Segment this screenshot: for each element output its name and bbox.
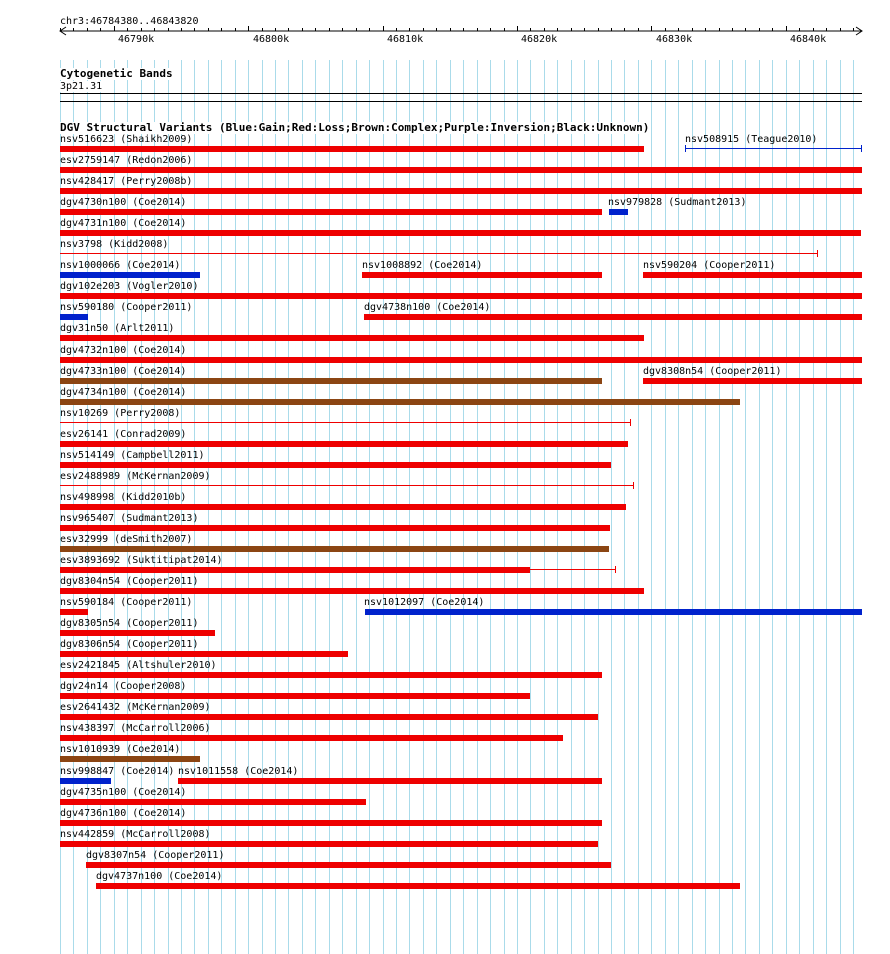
variant-label[interactable]: dgv4735n100 (Coe2014)	[60, 787, 187, 798]
variant-label[interactable]: nsv590204 (Cooper2011)	[643, 260, 776, 271]
variant-bar[interactable]	[60, 714, 598, 720]
variant-label[interactable]: nsv514149 (Campbell2011)	[60, 450, 205, 461]
variant-bar[interactable]	[60, 188, 862, 194]
variant-bar[interactable]	[60, 546, 609, 552]
variant-label[interactable]: dgv8305n54 (Cooper2011)	[60, 618, 199, 629]
variant-label[interactable]: dgv4736n100 (Coe2014)	[60, 808, 187, 819]
variant-label[interactable]: dgv8307n54 (Cooper2011)	[86, 850, 225, 861]
variant-bar-endcap	[861, 145, 862, 152]
variant-bar[interactable]	[60, 567, 530, 573]
variant-label[interactable]: nsv1011558 (Coe2014)	[178, 766, 299, 777]
tick-label: 46800k	[253, 34, 290, 45]
cytoband-track-title[interactable]: Cytogenetic Bands	[60, 67, 173, 80]
variant-bar[interactable]	[60, 588, 644, 594]
variant-bar[interactable]	[60, 272, 200, 278]
tick-label: 46830k	[656, 34, 693, 45]
position-label: chr3:46784380..46843820	[60, 16, 199, 27]
cytoband-line-bottom	[60, 101, 862, 102]
variant-label[interactable]: nsv1008892 (Coe2014)	[362, 260, 483, 271]
variant-label[interactable]: dgv4731n100 (Coe2014)	[60, 218, 187, 229]
variant-bar[interactable]	[60, 651, 348, 657]
variant-bar[interactable]	[60, 799, 366, 805]
variant-bar[interactable]	[60, 672, 602, 678]
variant-bar[interactable]	[685, 148, 862, 149]
variant-label[interactable]: nsv428417 (Perry2008b)	[60, 176, 193, 187]
variant-bar[interactable]	[60, 462, 611, 468]
tick-label: 46840k	[790, 34, 827, 45]
variant-label[interactable]: esv26141 (Conrad2009)	[60, 429, 187, 440]
variant-bar[interactable]	[609, 209, 628, 215]
variant-label[interactable]: nsv1012097 (Coe2014)	[364, 597, 485, 608]
variant-bar[interactable]	[60, 525, 610, 531]
tick-label: 46790k	[118, 34, 155, 45]
variant-bar[interactable]	[60, 841, 598, 847]
variant-label[interactable]: dgv4734n100 (Coe2014)	[60, 387, 187, 398]
variant-label[interactable]: dgv24n14 (Cooper2008)	[60, 681, 187, 692]
tick-label: 46820k	[521, 34, 558, 45]
variant-label[interactable]: dgv4737n100 (Coe2014)	[96, 871, 223, 882]
variant-label[interactable]: nsv438397 (McCarroll2006)	[60, 723, 211, 734]
variant-label[interactable]: nsv10269 (Perry2008)	[60, 408, 181, 419]
variant-label[interactable]: nsv1010939 (Coe2014)	[60, 744, 181, 755]
variant-label[interactable]: nsv965407 (Sudmant2013)	[60, 513, 199, 524]
variant-label[interactable]: dgv8304n54 (Cooper2011)	[60, 576, 199, 587]
variant-label[interactable]: esv2421845 (Altshuler2010)	[60, 660, 217, 671]
variant-bar[interactable]	[643, 272, 862, 278]
variant-label[interactable]: esv2759147 (Redon2006)	[60, 155, 193, 166]
variant-bar[interactable]	[365, 609, 862, 615]
variant-label[interactable]: dgv8306n54 (Cooper2011)	[60, 639, 199, 650]
variant-bar[interactable]	[60, 735, 563, 741]
variant-bar[interactable]	[60, 314, 88, 320]
variant-label[interactable]: dgv4738n100 (Coe2014)	[364, 302, 491, 313]
variant-bar[interactable]	[60, 146, 644, 152]
variant-label[interactable]: dgv102e203 (Vogler2010)	[60, 281, 199, 292]
variant-bar[interactable]	[60, 335, 644, 341]
variant-label[interactable]: esv3893692 (Suktitipat2014)	[60, 555, 223, 566]
variant-label[interactable]: dgv4732n100 (Coe2014)	[60, 345, 187, 356]
variant-label[interactable]: nsv442859 (McCarroll2008)	[60, 829, 211, 840]
variant-label[interactable]: nsv590184 (Cooper2011)	[60, 597, 193, 608]
variant-bar[interactable]	[60, 693, 530, 699]
variant-bar[interactable]	[96, 883, 740, 889]
variant-label[interactable]: nsv1000066 (Coe2014)	[60, 260, 181, 271]
variant-bar[interactable]	[60, 399, 740, 405]
variant-bar[interactable]	[60, 609, 88, 615]
variant-bar[interactable]	[60, 253, 818, 254]
variant-bar[interactable]	[60, 485, 634, 486]
variant-bar-endcap	[817, 250, 818, 257]
variant-bar[interactable]	[60, 378, 602, 384]
variant-label[interactable]: esv2488989 (McKernan2009)	[60, 471, 211, 482]
variant-bar[interactable]	[60, 422, 631, 423]
variant-bar[interactable]	[60, 209, 602, 215]
variant-bar[interactable]	[60, 630, 215, 636]
variant-bar[interactable]	[60, 756, 200, 762]
variant-bar-thin[interactable]	[530, 569, 616, 570]
variant-label[interactable]: nsv508915 (Teague2010)	[685, 134, 818, 145]
variant-bar[interactable]	[364, 314, 862, 320]
variant-label[interactable]: nsv590180 (Cooper2011)	[60, 302, 193, 313]
variant-bar[interactable]	[60, 357, 862, 363]
variant-label[interactable]: dgv8308n54 (Cooper2011)	[643, 366, 782, 377]
variant-bar-endcap	[685, 145, 686, 152]
variant-label[interactable]: dgv4733n100 (Coe2014)	[60, 366, 187, 377]
variant-bar-endcap	[630, 419, 631, 426]
variant-label[interactable]: dgv4730n100 (Coe2014)	[60, 197, 187, 208]
variant-label[interactable]: esv32999 (deSmith2007)	[60, 534, 193, 545]
variant-bar[interactable]	[60, 504, 626, 510]
variant-label[interactable]: nsv998847 (Coe2014)	[60, 766, 175, 777]
variant-label[interactable]: dgv31n50 (Arlt2011)	[60, 323, 175, 334]
variant-bar[interactable]	[60, 230, 861, 236]
variant-label[interactable]: nsv979828 (Sudmant2013)	[608, 197, 747, 208]
variant-bar[interactable]	[60, 441, 628, 447]
variant-bar[interactable]	[86, 862, 611, 868]
variant-bar[interactable]	[60, 820, 602, 826]
tick-label: 46810k	[387, 34, 424, 45]
variant-bar[interactable]	[60, 293, 862, 299]
variant-label[interactable]: nsv516623 (Shaikh2009)	[60, 134, 193, 145]
variant-bar[interactable]	[643, 378, 862, 384]
variant-label[interactable]: esv2641432 (McKernan2009)	[60, 702, 211, 713]
variant-bar-endcap	[615, 566, 616, 573]
variant-bar-endcap	[633, 482, 634, 489]
variant-bar[interactable]	[362, 272, 602, 278]
cytoband-line-top	[60, 93, 862, 94]
dgv-track-title[interactable]: DGV Structural Variants (Blue:Gain;Red:Loss;Brown:Complex;Purple:Inversion;Black:Unknown)	[60, 121, 650, 134]
variant-label[interactable]: nsv498998 (Kidd2010b)	[60, 492, 187, 503]
variant-bar[interactable]	[60, 167, 862, 173]
cytoband-label: 3p21.31	[60, 81, 103, 92]
variant-bar[interactable]	[60, 778, 111, 784]
variant-bar[interactable]	[178, 778, 602, 784]
variant-label[interactable]: nsv3798 (Kidd2008)	[60, 239, 169, 250]
